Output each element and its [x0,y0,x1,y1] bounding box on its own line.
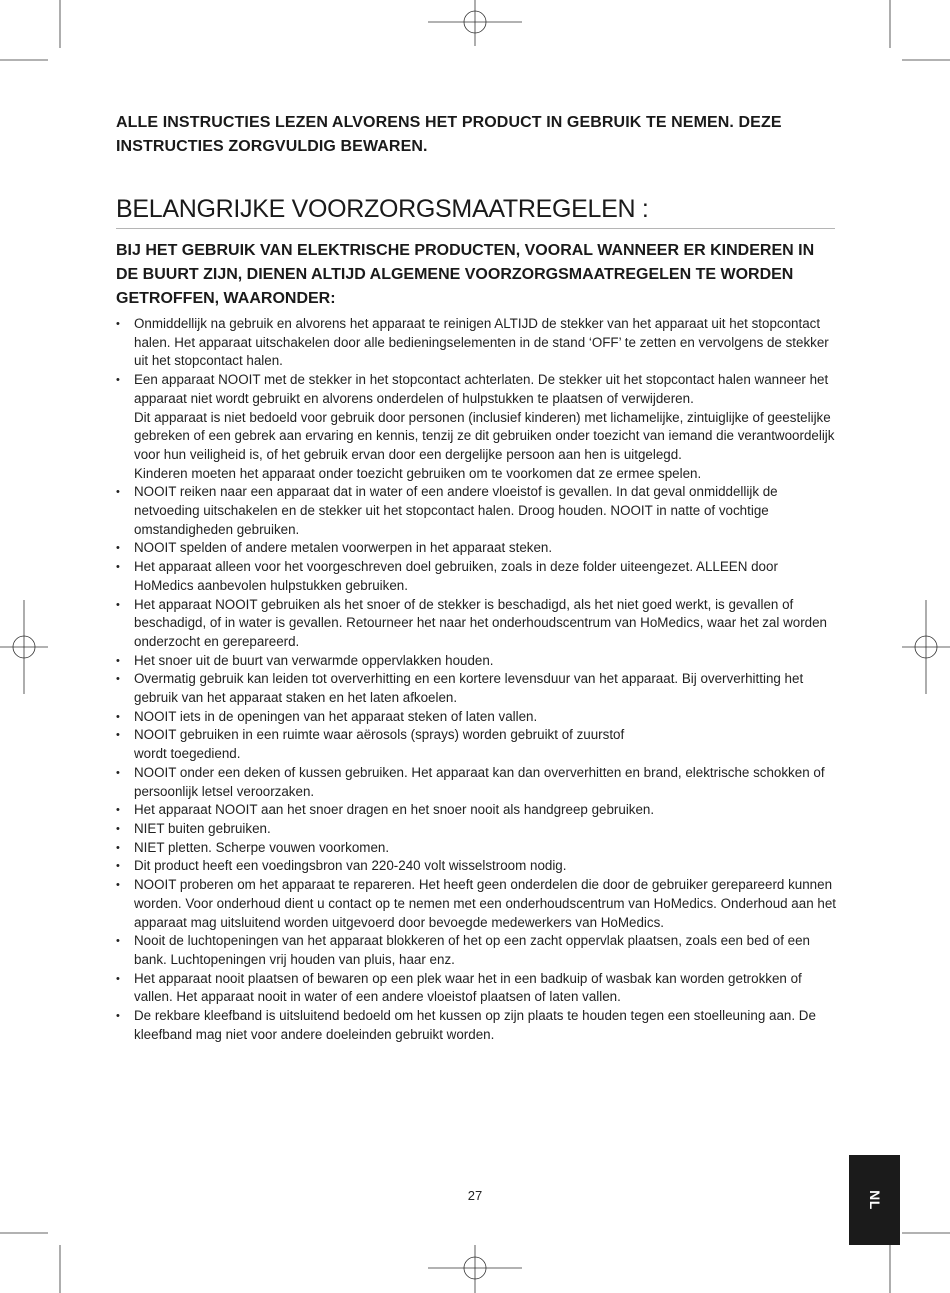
list-item-text: Een apparaat NOOIT met de stekker in het stopcontact achterlaten. De stekker uit het stopcontact halen wanneer het apparaat niet wordt gebruikt en alvorens onderdelen of hulpstukken te plaatsen of verwijderen. [134,372,829,406]
list-item-text: Nooit de luchtopeningen van het apparaat blokkeren of het op een zacht oppervlak plaatsen, zoals een bed of een bank. Luchtopeningen vrij houden van pluis, haar enz. [134,933,810,967]
list-item-text: Het apparaat NOOIT aan het snoer dragen en het snoer nooit als handgreep gebruiken. [134,802,655,818]
list-item [116,764,836,801]
list-item [116,539,836,558]
list-item [116,820,836,839]
list-item-text: NIET buiten gebruiken. [134,820,271,836]
instructions-notice: ALLE INSTRUCTIES LEZEN ALVORENS HET PRODUCT IN GEBRUIK TE NEMEN. DEZE INSTRUCTIES ZORGVULDIG BEWAREN. [116,114,782,155]
list-item [116,315,836,371]
list-item [116,652,836,671]
list-item [116,839,836,858]
list-item-note: Dit apparaat is niet bedoeld voor gebruik door personen (inclusief kinderen) met lichamelijke, zintuiglijke of geestelijke gebreken of een gebrek aan ervaring en kennis, tenzij ze dit gebruiken onder toezicht van iemand die verantwoordelijk voor hun veiligheid is, of het gebruik ervan door een dergelijke persoon aan hen is uitgelegd. [134,409,835,462]
list-item [116,932,836,969]
list-item-text: Het apparaat alleen voor het voorgeschreven doel gebruiken, zoals in deze folder uiteengezet. ALLEEN door HoMedics aanbevolen hulpstukken gebruiken. [134,559,778,593]
list-item-text: NOOIT gebruiken in een ruimte waar aërosols (sprays) worden gebruikt of zuurstof [134,727,625,743]
list-item [116,708,836,727]
list-item-text: Het apparaat NOOIT gebruiken als het snoer of de stekker is beschadigd, als het niet goed werkt, is gevallen of beschadigd, of in water is gevallen. Retourneer het naar het onderhoudscentrum van HoMedics, waar het zal worden onderzocht en gerepareerd. [134,596,827,649]
page-number: 27 [467,1188,483,1203]
list-item [116,596,836,652]
list-item-text: NOOIT onder een deken of kussen gebruiken. Het apparaat kan dan oververhitten en brand, elektrische schokken of persoonlijk letsel veroorzaken. [134,764,825,799]
list-item-note: wordt toegediend. [134,746,241,762]
registration-mark-left [0,600,48,694]
list-item-text: Het snoer uit de buurt van verwarmde oppervlakken houden. [134,652,494,668]
list-item-text: Overmatig gebruik kan leiden tot oververhitting en een kortere levensduur van het apparaat. Bij oververhitting het gebruik van het apparaat staken en het laten afkoelen. [134,671,804,706]
list-item [116,1007,836,1044]
list-item [116,558,836,595]
list-item-text: NOOIT reiken naar een apparaat dat in water of een andere vloeistof is gevallen. In dat geval onmiddellijk de netvoeding uitschakelen en de stekker uit het stopcontact halen. Droog houden. NOOIT in natte of vochtige omstandigheden gebruiken. [134,484,778,537]
list-item-text: Onmiddellijk na gebruik en alvorens het apparaat te reinigen ALTIJD de stekker van het apparaat uit het stopcontact halen. Het apparaat uitschakelen door alle bedieningselementen in de stand ‘OFF’ te zetten en vervolgens de stekker uit het stopcontact halen. [134,316,829,369]
language-tab-label: NL [866,1190,883,1210]
list-item-text: NOOIT iets in de openingen van het apparaat steken of laten vallen. [134,708,538,724]
list-item-note: Kinderen moeten het apparaat onder toezicht gebruiken om te voorkomen dat ze ermee spelen. [134,465,702,481]
list-item [116,857,836,876]
list-item [116,670,836,707]
list-item [116,371,836,483]
list-item-text: NOOIT proberen om het apparaat te repareren. Het heeft geen onderdelen die door de gebruiker gerepareerd kunnen worden. Voor onderhoud dient u contact op te nemen met een onderhoudscentrum van HoMedics. Onderhoud aan het apparaat mag uitsluitend worden uitgevoerd door bevoegde medewerkers van HoMedics. [134,877,836,930]
registration-mark-bottom [428,1245,522,1293]
section-heading: BIJ HET GEBRUIK VAN ELEKTRISCHE PRODUCTEN, VOORAL WANNEER ER KINDEREN IN DE BUURT ZIJN, DIENEN ALTIJD ALGEMENE VOORZORGSMAATREGELEN TE WORDEN GETROFFEN, WAARONDER: [116,242,815,307]
list-item [116,970,836,1007]
list-item-text: NIET pletten. Scherpe vouwen voorkomen. [134,839,390,855]
list-item [116,801,836,820]
registration-mark-top [428,0,522,46]
list-item-text: De rekbare kleefband is uitsluitend bedoeld om het kussen op zijn plaats te houden tegen een stoelleuning aan. De kleefband mag niet voor andere doeleinden gebruikt worden. [134,1008,816,1042]
list-item-text: Het apparaat nooit plaatsen of bewaren op een plek waar het in een badkuip of wasbak kan worden getrokken of vallen. Het apparaat nooit in water of een andere vloeistof plaatsen of laten vallen. [134,970,802,1005]
page-title: BELANGRIJKE VOORZORGSMAATREGELEN : [116,193,835,229]
list-item [116,483,836,539]
list-item [116,876,836,932]
list-item-text: Dit product heeft een voedingsbron van 220-240 volt wisselstroom nodig. [134,858,567,874]
registration-mark-right [902,600,950,694]
safety-instructions-list [116,315,836,1044]
language-tab [849,1155,900,1245]
list-item-text: NOOIT spelden of andere metalen voorwerpen in het apparaat steken. [134,540,553,556]
list-item [116,726,836,763]
